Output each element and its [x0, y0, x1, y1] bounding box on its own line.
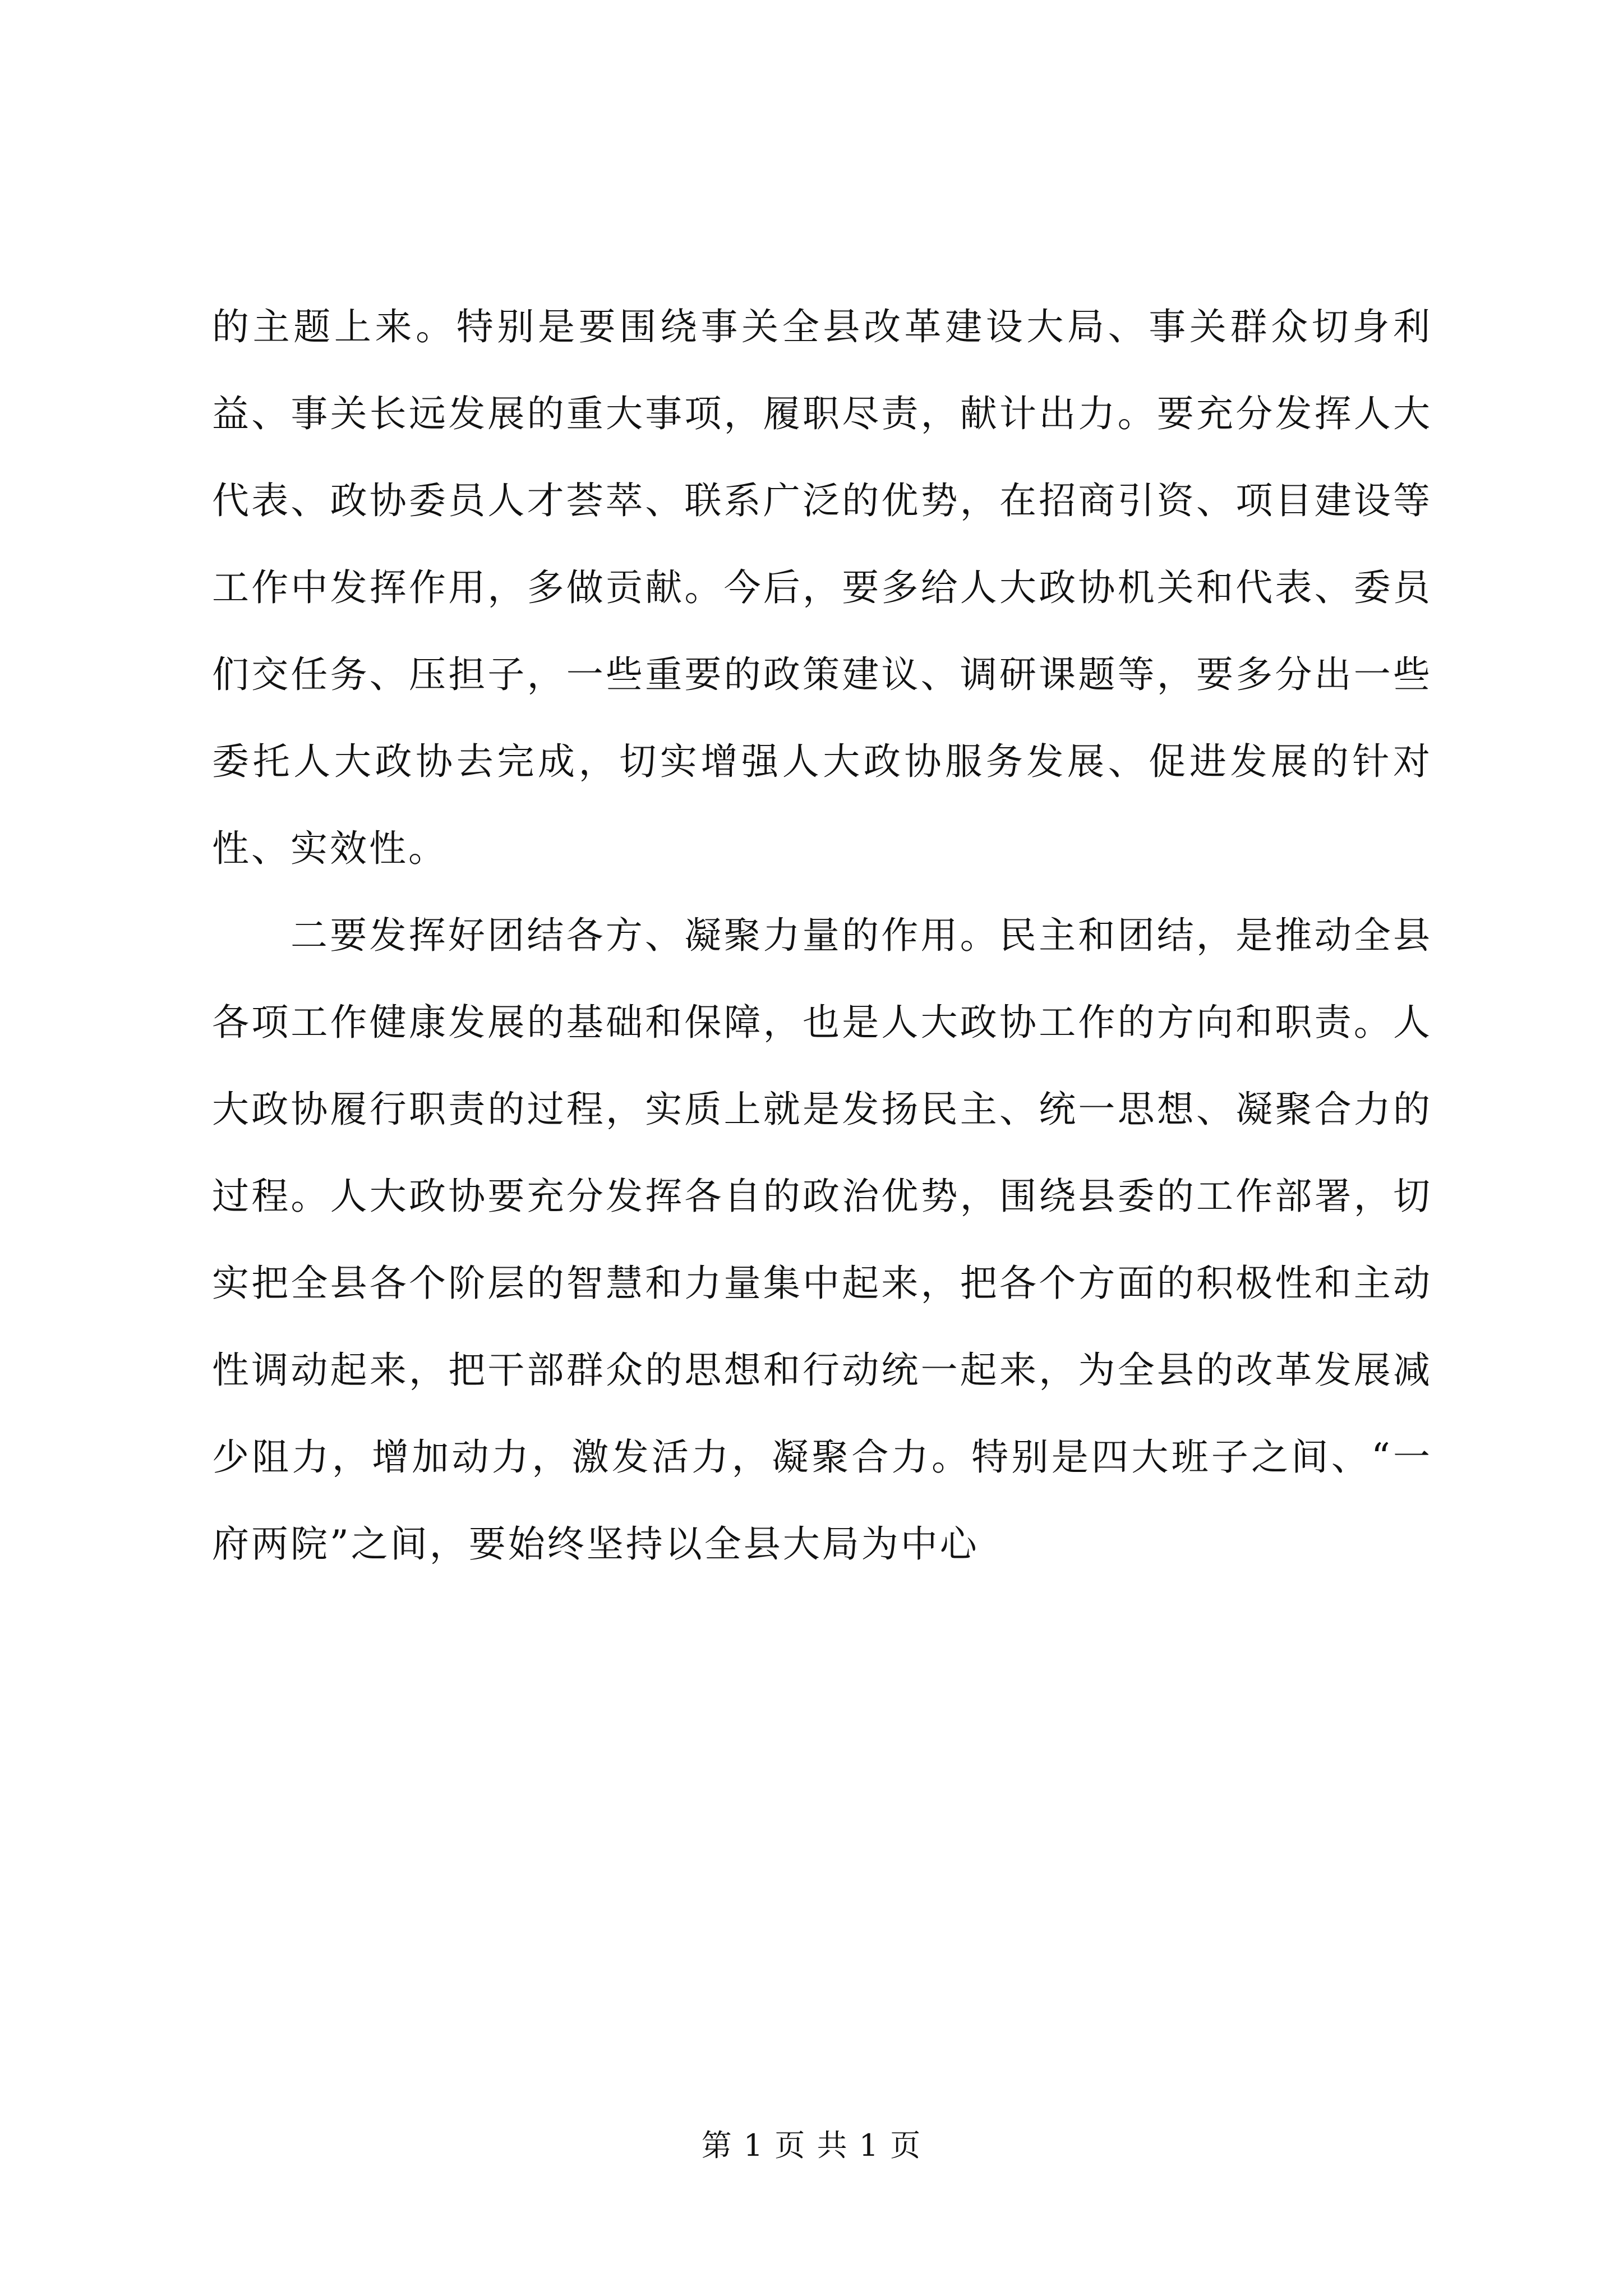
paragraph-1: 的主题上来。特别是要围绕事关全县改革建设大局、事关群众切身利益、事关长远发展的重大事项，履职尽责，献计出力。要充分发挥人大代表、政协委员人才荟萃、联系广泛的优势，在招商引资、项目建设等工作中发挥作用，多做贡献。今后，要多给人大政协机关和代表、委员们交任务、压担子，一些重要的政策建议、调研课题等，要多分出一些委托人大政协去完成，切实增强人大政协服务发展、促进发展的针对性、实效性。	[212, 305, 1432, 870]
document-body	[212, 283, 1432, 1588]
page-number-label: 第 1 页 共 1 页	[701, 2128, 922, 2163]
paragraph-2: 二要发挥好团结各方、凝聚力量的作用。民主和团结，是推动全县各项工作健康发展的基础和保障，也是人大政协工作的方向和职责。人大政协履行职责的过程，实质上就是发扬民主、统一思想、凝聚合力的过程。人大政协要充分发挥各自的政治优势，围绕县委的工作部署，切实把全县各个阶层的智慧和力量集中起来，把各个方面的积极性和主动性调动起来，把干部群众的思想和行动统一起来，为全县的改革发展减少阻力，增加动力，激发活力，凝聚合力。特别是四大班子之间、“一府两院”之间，要始终坚持以全县大局为中心	[212, 914, 1432, 1566]
page-footer	[0, 2126, 1623, 2165]
